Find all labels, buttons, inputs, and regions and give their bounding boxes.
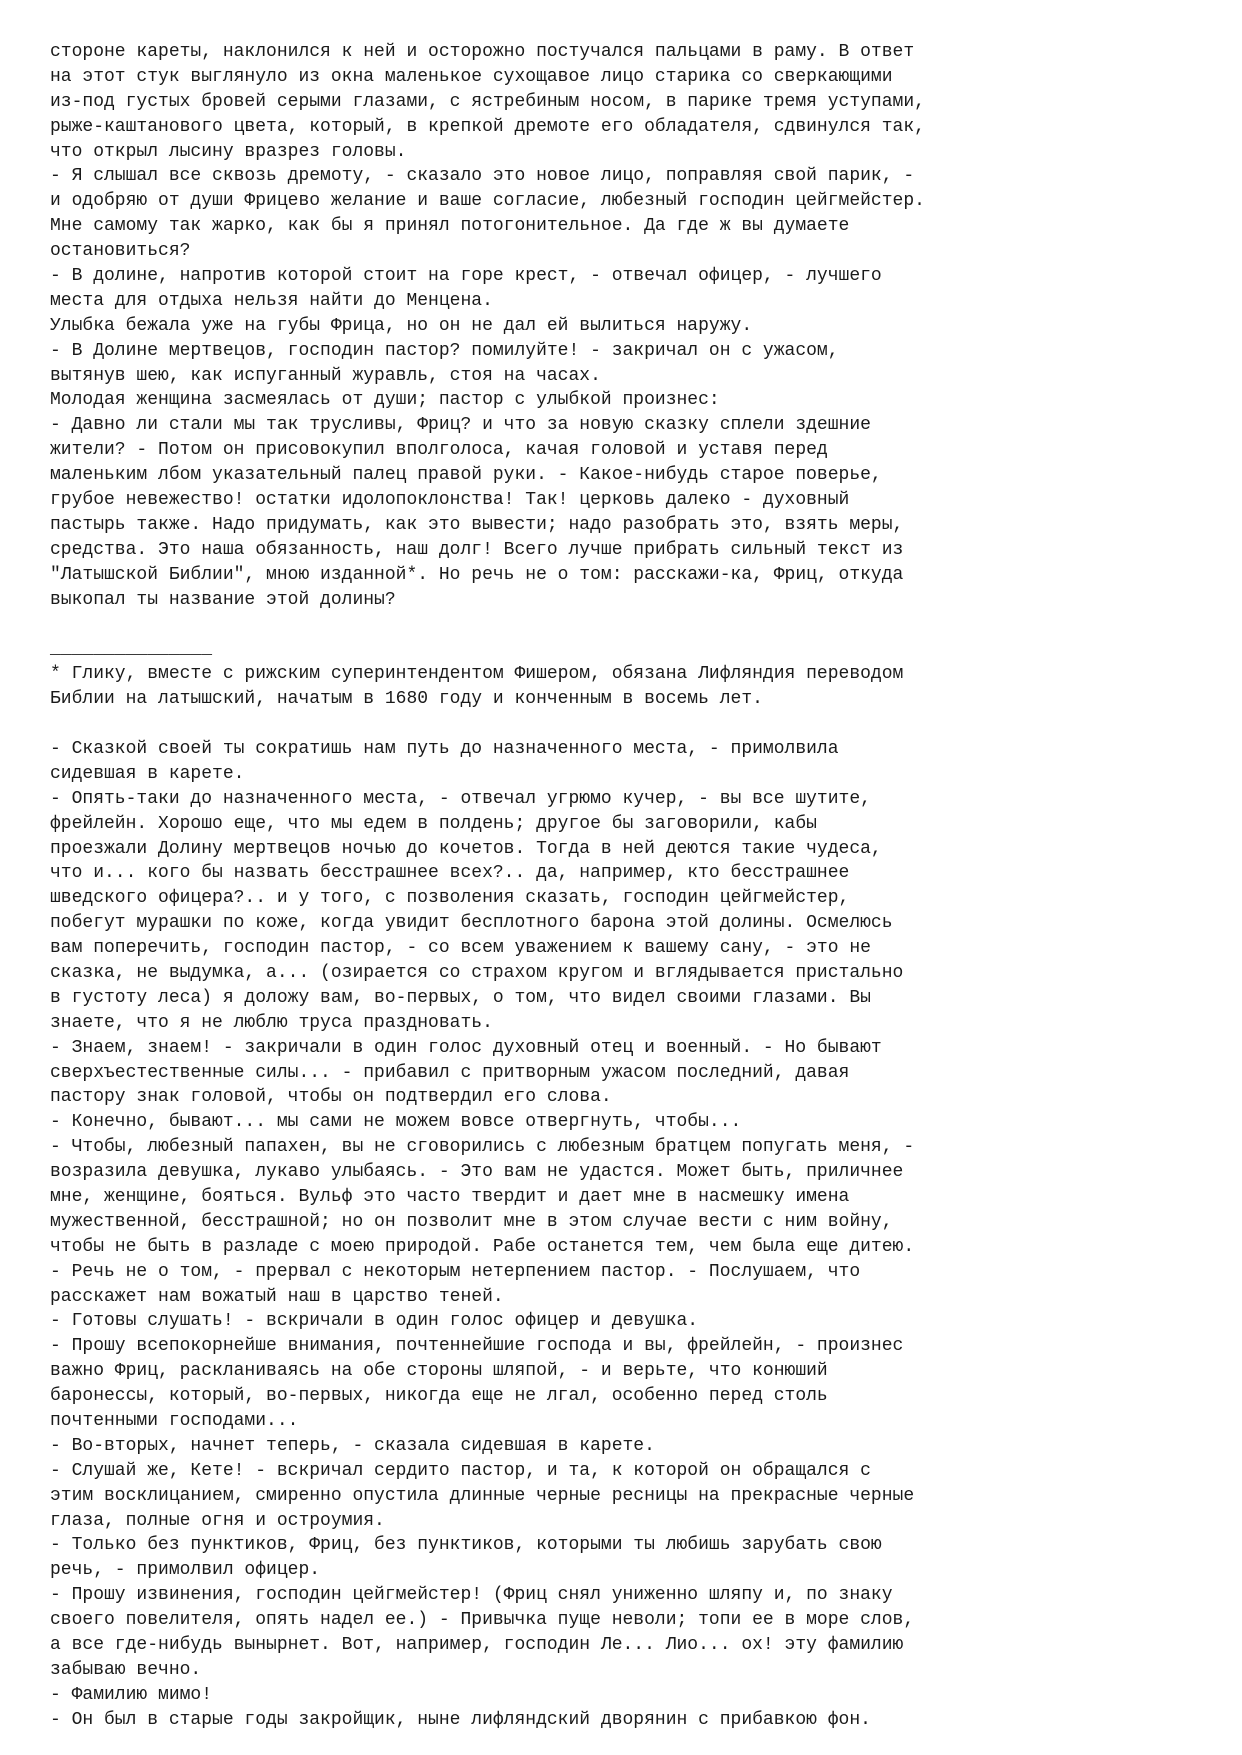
text-line: - Знаем, знаем! - закричали в один голос духовный отец и военный. - Но бывают <box>50 1037 882 1058</box>
text-line: фрейлейн. Хорошо еще, что мы едем в полдень; другое бы заговорили, кабы <box>50 813 817 834</box>
text-line: этим восклицанием, смиренно опустила длинные черные ресницы на прекрасные черные <box>50 1485 915 1506</box>
text-line: - Во-вторых, начнет теперь, - сказала сидевшая в карете. <box>50 1435 655 1456</box>
text-line: побегут мурашки по коже, когда увидит бесплотного барона этой долины. Осмелюсь <box>50 913 893 934</box>
text-line: - Прошу всепокорнейше внимания, почтеннейшие господа и вы, фрейлейн, - произнес <box>50 1336 904 1357</box>
text-line: что открыл лысину вразрез головы. <box>50 141 407 162</box>
text-line: - Конечно, бывают... мы сами не можем вовсе отвергнуть, чтобы... <box>50 1112 742 1133</box>
text-line: забываю вечно. <box>50 1659 202 1680</box>
text-line: а все где-нибудь вынырнет. Вот, например, господин Ле... Лио... ох! эту фамилию <box>50 1635 904 1655</box>
text-line: чтобы не быть в разладе с моею природой. Рабе останется тем, чем была еще дитею. <box>50 1236 915 1257</box>
text-line: глаза, полные огня и остроумия. <box>50 1510 385 1531</box>
text-line <box>50 712 1202 737</box>
text-line: мужественной, бесстрашной; но он позволит мне в этом случае вести с ним войну, <box>50 1211 893 1232</box>
text-line: "Латышской Библии", мною изданной*. Но речь не о том: расскажи-ка, Фриц, откуда <box>50 564 904 585</box>
text-line: - В Долине мертвецов, господин пастор? помилуйте! - закричал он с ужасом, <box>50 340 839 361</box>
text-line: Библии на латышский, начатым в 1680 году и конченным в восемь лет. <box>50 689 763 710</box>
text-line: и одобряю от души Фрицево желание и ваше согласие, любезный господин цейгмейстер. <box>50 191 925 212</box>
text-line: важно Фриц, раскланиваясь на обе стороны шляпой, - и верьте, что конюший <box>50 1361 828 1382</box>
text-line: - Фамилию мимо! <box>50 1684 213 1705</box>
text-line: - Сказкой своей ты сократишь нам путь до назначенного места, - примолвила <box>50 738 839 759</box>
text-line: - Только без пунктиков, Фриц, без пунктиков, которыми ты любишь зарубать свою <box>50 1535 882 1556</box>
text-line: места для отдыха нельзя найти до Менцена. <box>50 290 493 311</box>
text-line: жители? - Потом он присовокупил вполголоса, качая головой и уставя перед <box>50 440 828 461</box>
text-line: Мне самому так жарко, как бы я принял потогонительное. Да где ж вы думаете <box>50 216 850 237</box>
text-line: выкопал ты название этой долины? <box>50 589 396 610</box>
text-line: знаете, что я не люблю труса праздновать. <box>50 1012 493 1033</box>
text-line: из-под густых бровей серыми глазами, с ястребиным носом, в парике тремя уступами, <box>50 91 925 112</box>
text-line: сказка, не выдумка, а... (озирается со страхом кругом и вглядывается пристально <box>50 962 904 983</box>
text-line: маленьким лбом указательный палец правой руки. - Какое-нибудь старое поверье, <box>50 465 882 486</box>
text-line: почтенными господами... <box>50 1410 299 1431</box>
text-line: средства. Это наша обязанность, наш долг! Всего лучше прибрать сильный текст из <box>50 539 904 560</box>
text-line <box>50 612 1202 637</box>
text-line: пастырь также. Надо придумать, как это вывести; надо разобрать это, взять меры, <box>50 514 904 535</box>
document-text <box>50 40 1202 1733</box>
text-line: - Слушай же, Кете! - вскричал сердито пастор, и та, к которой он обращался с <box>50 1460 871 1481</box>
text-line: своего повелителя, опять надел ее.) - Привычка пуще неволи; топи ее в море слов, <box>50 1610 915 1631</box>
text-line: - Прошу извинения, господин цейгмейстер! (Фриц снял униженно шляпу и, по знаку <box>50 1585 893 1606</box>
text-line: - Я слышал все сквозь дремоту, - сказало это новое лицо, поправляя свой парик, - <box>50 166 915 187</box>
text-line: остановиться? <box>50 241 191 262</box>
text-line: сверхъестественные силы... - прибавил с притворным ужасом последний, давая <box>50 1062 850 1083</box>
text-line: баронессы, который, во-первых, никогда еще не лгал, особенно перед столь <box>50 1386 828 1407</box>
text-line: вам поперечить, господин пастор, - со всем уважением к вашему сану, - это не <box>50 938 871 959</box>
text-line: - Он был в старые годы закройщик, ныне лифляндский дворянин с прибавкою фон. <box>50 1709 871 1730</box>
text-line: - Речь не о том, - прервал с некоторым нетерпением пастор. - Послушаем, что <box>50 1261 861 1282</box>
text-line: - Давно ли стали мы так трусливы, Фриц? и что за новую сказку сплели здешние <box>50 415 871 436</box>
text-line: проезжали Долину мертвецов ночью до кочетов. Тогда в ней деются такие чудеса, <box>50 838 882 859</box>
text-line: грубое невежество! остатки идолопоклонства! Так! церковь далеко - духовный <box>50 490 850 511</box>
text-line: - Готовы слушать! - вскричали в один голос офицер и девушка. <box>50 1311 699 1332</box>
text-line: мне, женщине, бояться. Вульф это часто твердит и дает мне в насмешку имена <box>50 1186 850 1207</box>
text-line: - В долине, напротив которой стоит на горе крест, - отвечал офицер, - лучшего <box>50 266 882 287</box>
text-line: в густоту леса) я доложу вам, во-первых, о том, что видел своими глазами. Вы <box>50 987 871 1008</box>
text-line: вытянув шею, как испуганный журавль, стоя на часах. <box>50 365 601 386</box>
text-line: сидевшая в карете. <box>50 763 245 784</box>
text-line: шведского офицера?.. и у того, с позволения сказать, господин цейгмейстер, <box>50 888 850 909</box>
text-line: расскажет нам вожатый наш в царство теней. <box>50 1286 504 1307</box>
text-line: - Опять-таки до назначенного места, - отвечал угрюмо кучер, - вы все шутите, <box>50 788 871 809</box>
text-line: пастору знак головой, чтобы он подтвердил его слова. <box>50 1087 612 1108</box>
text-line: * Глику, вместе с рижским суперинтендентом Фишером, обязана Лифляндия переводом <box>50 664 904 685</box>
text-line: - Чтобы, любезный папахен, вы не сговорились с любезным братцем попугать меня, - <box>50 1137 915 1158</box>
text-line: возразила девушка, лукаво улыбаясь. - Это вам не удастся. Может быть, приличнее <box>50 1162 904 1183</box>
text-line: Молодая женщина засмеялась от души; пастор с улыбкой произнес: <box>50 390 720 411</box>
text-line: речь, - примолвил офицер. <box>50 1560 321 1581</box>
text-line: _______________ <box>50 639 213 660</box>
text-line: Улыбка бежала уже на губы Фрица, но он не дал ей вылиться наружу. <box>50 315 753 336</box>
text-line: рыже-каштанового цвета, который, в крепкой дремоте его обладателя, сдвинулся так, <box>50 116 925 137</box>
text-line: на этот стук выглянуло из окна маленькое сухощавое лицо старика со сверкающими <box>50 66 893 87</box>
text-line: что и... кого бы назвать бесстрашнее всех?.. да, например, кто бесстрашнее <box>50 863 850 884</box>
text-line: стороне кареты, наклонился к ней и осторожно постучался пальцами в раму. В ответ <box>50 42 915 62</box>
